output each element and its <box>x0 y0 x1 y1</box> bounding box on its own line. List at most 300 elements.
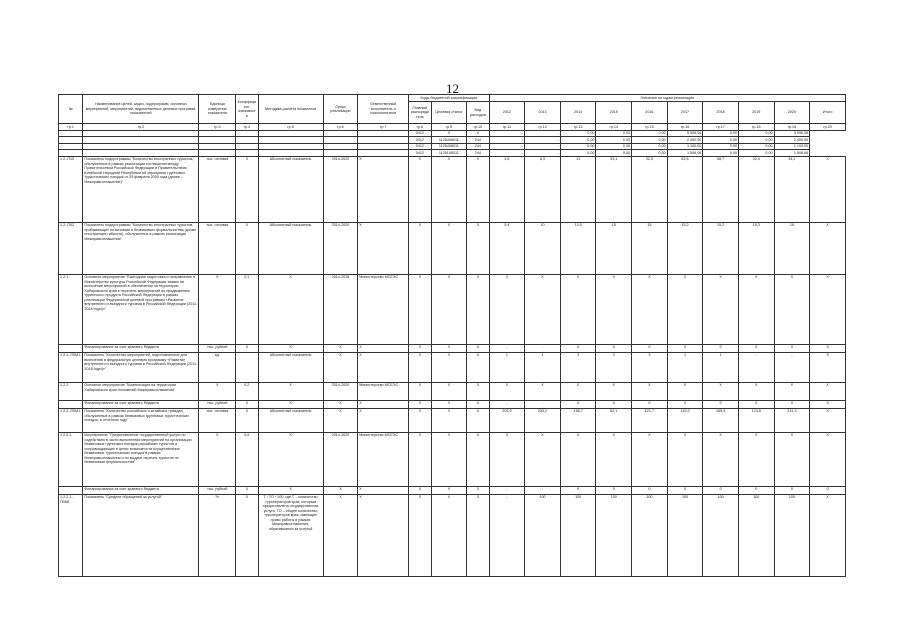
row-executor: X <box>358 486 409 494</box>
row-coef: X <box>236 156 258 222</box>
row-year-value: 165,9 <box>703 408 739 432</box>
budget-cell: - <box>489 137 525 144</box>
indicator-rows <box>59 156 846 576</box>
row-year-value: 0 <box>810 486 846 494</box>
budget-cell: 0,00 <box>738 137 774 144</box>
row-method: Абсолютный показатель <box>258 156 323 222</box>
row-unit: тыс. рублей <box>199 400 236 408</box>
row-method: X <box>258 486 323 494</box>
row-grbs: X <box>409 156 431 222</box>
row-coef: 0,5 <box>236 432 258 486</box>
row-unit: % <box>199 494 236 576</box>
row-year-value: 32,5 <box>632 156 668 222</box>
row-year-value: X <box>525 382 561 400</box>
row-coef: X <box>236 400 258 408</box>
header-year: 2019 <box>738 102 774 124</box>
row-year-value: - <box>489 344 525 352</box>
column-number: гр.2 <box>83 124 199 131</box>
row-year-value: X <box>774 274 810 344</box>
row-grbs: X <box>409 382 431 400</box>
header-unit: Единица измерения показателя <box>199 95 236 124</box>
row-year-value: 58,7 <box>703 156 739 222</box>
budget-cell: 0,00 <box>596 150 632 157</box>
row-terms: X <box>323 408 358 432</box>
row-executor: X <box>358 408 409 432</box>
row-unit: X <box>199 274 236 344</box>
budget-cell: 5 006,06 <box>667 130 703 137</box>
budget-cell: 0,00 <box>596 143 632 150</box>
header-year: 2020 <box>774 102 810 124</box>
row-year-value: 1 <box>525 352 561 382</box>
row-year-value: X <box>738 274 774 344</box>
row-year-value: 100 <box>596 494 632 576</box>
row-year-value: 0 <box>667 400 703 408</box>
row-year-value: 0 <box>703 344 739 352</box>
row-year-value: 15,2 <box>667 222 703 274</box>
budget-cell: 1 506,06 <box>667 150 703 157</box>
row-unit: тыс. человек <box>199 222 236 274</box>
header-target-article: Целевая статья <box>431 102 467 124</box>
row-year-value: X <box>810 274 846 344</box>
row-year-value: 0 <box>703 400 739 408</box>
row-year-value: 231,3 <box>774 408 810 432</box>
header-year: 2018 <box>703 102 739 124</box>
budget-cell: 1 506,06 <box>774 150 810 157</box>
row-name: Финансирование за счет краевого бюджета <box>83 344 199 352</box>
row-year-value: 100 <box>525 494 561 576</box>
row-year-value: - <box>774 352 810 382</box>
header-no: № <box>59 95 83 124</box>
row-target-article: X <box>431 408 467 432</box>
row-target-article: X <box>431 156 467 222</box>
row-year-value: 4,6 <box>489 156 525 222</box>
row-unit: ед. <box>199 352 236 382</box>
row-year-value: 1 <box>667 352 703 382</box>
row-number: 1.2.1. <box>59 274 83 344</box>
row-terms: 2014-2020 <box>323 382 358 400</box>
row-year-value: X <box>667 432 703 486</box>
row-year-value: X <box>810 156 846 222</box>
row-year-value: 0 <box>632 344 668 352</box>
table-row <box>59 382 846 400</box>
header-total: Итого <box>810 102 846 124</box>
row-year-value: 33,1 <box>596 156 632 222</box>
row-unit: X <box>199 432 236 486</box>
budget-cell: X <box>431 130 467 137</box>
row-year-value: X <box>560 432 596 486</box>
row-expense-type: X <box>467 382 489 400</box>
table-row <box>59 344 846 352</box>
row-year-value: 0 <box>774 344 810 352</box>
row-unit: тыс. человек <box>199 156 236 222</box>
row-executor: X <box>358 400 409 408</box>
row-year-value: X <box>489 432 525 486</box>
budget-cell: 1 100,00 <box>774 143 810 150</box>
row-year-value: 0 <box>596 400 632 408</box>
row-year-value: X <box>738 432 774 486</box>
row-name: Показатель подпрограммы "Количество иностранных туристов, прибывающих по визовым и безвизовым формальностям (кроме иностранцев гибкости), обслуженных в рамках реализации Межправсоглашения" <box>83 222 199 274</box>
row-coef: 0,1 <box>236 274 258 344</box>
row-year-value: - <box>525 344 561 352</box>
row-year-value: X <box>560 382 596 400</box>
row-year-value: 0 <box>738 400 774 408</box>
row-grbs: X <box>409 486 431 494</box>
header-grbs: Главный распорядитель <box>409 102 431 124</box>
row-year-value: 0 <box>810 344 846 352</box>
row-expense-type: X <box>467 222 489 274</box>
row-year-value: X <box>703 274 739 344</box>
row-unit: тыс. рублей <box>199 344 236 352</box>
row-expense-type: X <box>467 400 489 408</box>
row-terms: X <box>323 352 358 382</box>
column-number: гр.17 <box>703 124 739 131</box>
row-method: X <box>258 344 323 352</box>
row-target-article: X <box>431 400 467 408</box>
budget-cell: 0,00 <box>596 137 632 144</box>
row-terms: 2014-2020 <box>323 432 358 486</box>
column-number: гр.18 <box>738 124 774 131</box>
row-terms: X <box>323 344 358 352</box>
budget-cell: - <box>525 130 561 137</box>
row-year-value: X <box>810 382 846 400</box>
row-target-article: X <box>431 486 467 494</box>
row-year-value: 0 <box>560 400 596 408</box>
budget-cell: 2 400,00 <box>667 137 703 144</box>
row-executor: X <box>358 494 409 576</box>
row-year-value: 1 <box>703 352 739 382</box>
budget-cell: 0,00 <box>560 130 596 137</box>
row-year-value: - <box>489 486 525 494</box>
row-terms: X <box>323 400 358 408</box>
row-method: Т / ТО * 100, где Т – количество туроператоров края, которым предоставлена государственная услуга, ТО – общее количество туроператоров края, имеющих право работы в рамках Межправсоглашения, обратившихся за услугой <box>258 494 323 576</box>
column-number: гр.3 <box>199 124 236 131</box>
budget-cell: - <box>489 150 525 157</box>
budget-cell: - <box>525 150 561 157</box>
budget-cell: - <box>525 137 561 144</box>
row-grbs: X <box>409 494 431 576</box>
budget-cell: 1126408011 <box>431 143 467 150</box>
row-executor: X <box>358 352 409 382</box>
row-year-value: 100 <box>560 494 596 576</box>
row-name: Показатель "Количество российских и китайских граждан, обслуженных в рамках безвизовых групповых туристических поездок, в отчетном году" <box>83 408 199 432</box>
row-number <box>59 486 83 494</box>
row-year-value: 15 <box>632 222 668 274</box>
row-year-value: X <box>632 274 668 344</box>
row-unit: X <box>199 382 236 400</box>
row-year-value: 100 <box>632 494 668 576</box>
row-unit: тыс. человек <box>199 408 236 432</box>
row-number: 1.2.2.-П0М1 <box>59 408 83 432</box>
row-coef: X <box>236 486 258 494</box>
row-number: 1.2.1.-П0М1 <box>59 352 83 382</box>
row-number <box>59 400 83 408</box>
row-name: Мероприятие "Предоставление государственной услуги по содействию в части выполнения мероприятий по организации безвизовых групповых поездок российских туристов и сопровождающих в целях возможности осуществления безвизовых туристических поездок в рамках Межправсоглашения и по выдаче перечня туристов по безвизовым формальностям" <box>83 432 199 486</box>
row-expense-type: X <box>467 274 489 344</box>
row-year-value: X <box>703 432 739 486</box>
column-number: гр.12 <box>525 124 561 131</box>
row-year-value: 3 <box>632 352 668 382</box>
header-year: 2016 <box>632 102 668 124</box>
budget-cell: 0,00 <box>596 130 632 137</box>
row-target-article: X <box>431 274 467 344</box>
row-method: X <box>258 432 323 486</box>
header-year: 2014 <box>560 102 596 124</box>
row-method: X <box>258 382 323 400</box>
column-number: гр.10 <box>467 124 489 131</box>
column-number: гр.1 <box>59 124 83 131</box>
row-year-value: X <box>810 432 846 486</box>
row-year-value: 0 <box>703 486 739 494</box>
budget-cell: 0412 <box>409 130 431 137</box>
budget-rows <box>59 130 846 156</box>
row-coef: 0,2 <box>236 382 258 400</box>
row-name: Основное мероприятие "Компенсация на территории Хабаровского края положений Межправсоглашения" <box>83 382 199 400</box>
row-year-value: - <box>489 400 525 408</box>
row-method: X <box>258 400 323 408</box>
budget-cell: 1125108011 <box>431 150 467 157</box>
row-name: Показатель "Количество мероприятий, подготовленных для включения в федеральную целевую программу «Развитие внутреннего и въездного туризма в Российской Федерации (2011-2018 годы)»" <box>83 352 199 382</box>
row-year-value: 0 <box>632 486 668 494</box>
row-year-value: 0 <box>560 486 596 494</box>
budget-cell: X <box>467 130 489 137</box>
column-number: гр.9 <box>431 124 467 131</box>
row-year-value: 6,3 <box>525 156 561 222</box>
budget-cell: 1126408011 <box>431 137 467 144</box>
row-year-value: X <box>810 408 846 432</box>
table-row <box>59 432 846 486</box>
row-target-article: X <box>431 352 467 382</box>
row-year-value: X <box>810 494 846 576</box>
row-year-value: X <box>489 274 525 344</box>
row-number: 1.2.2. <box>59 382 83 400</box>
row-year-value: - <box>738 352 774 382</box>
table-row <box>59 400 846 408</box>
row-coef: X <box>236 408 258 432</box>
row-grbs: X <box>409 400 431 408</box>
row-year-value: 142,0 <box>667 408 703 432</box>
row-year-value: 0 <box>810 400 846 408</box>
row-year-value: 158,7 <box>560 408 596 432</box>
program-indicators-table <box>58 94 846 577</box>
row-terms: 2014-2020 <box>323 222 358 274</box>
budget-cell: - <box>525 143 561 150</box>
budget-cell: 0,00 <box>703 143 739 150</box>
header-values-by-year: Значения по годам реализации <box>489 95 845 102</box>
row-year-value: 0 <box>560 344 596 352</box>
table-row <box>59 222 846 274</box>
row-year-value: X <box>525 432 561 486</box>
row-name: Основное мероприятие "Ежегодная подготовка и направление в Министерство культуры Российской Федерации заявки на включение мероприятий в обеспечения на территории Хабаровского края в перечень мероприятий по продвижению туристского продукта Российской Федерации в рамках реализации Федеральной целевой программы «Развитие внутреннего и въездного туризма в Российской Федерации (2011-2018 годы)»" <box>83 274 199 344</box>
row-year-value: 0 <box>667 486 703 494</box>
budget-cell: 0,00 <box>632 137 668 144</box>
row-grbs: X <box>409 432 431 486</box>
row-terms: 2014-2020 <box>323 156 358 222</box>
budget-cell: 0,00 <box>632 150 668 157</box>
row-method: X <box>258 274 323 344</box>
budget-cell: 0412 <box>409 143 431 150</box>
budget-cell: 0,00 <box>738 130 774 137</box>
budget-cell: 0,00 <box>560 150 596 157</box>
column-number: гр.8 <box>409 124 431 131</box>
row-expense-type: X <box>467 156 489 222</box>
row-coef: X <box>236 222 258 274</box>
row-target-article: X <box>431 494 467 576</box>
row-grbs: X <box>409 408 431 432</box>
row-year-value: 100 <box>667 494 703 576</box>
row-year-value: 62,6 <box>667 156 703 222</box>
column-number: гр.4 <box>236 124 258 131</box>
row-year-value: 0 <box>596 344 632 352</box>
row-year-value: 100 <box>703 494 739 576</box>
table-row <box>59 486 846 494</box>
row-year-value: 9 <box>810 352 846 382</box>
budget-cell: 0,00 <box>560 143 596 150</box>
header-coef: Коэффициент значимости <box>236 95 258 124</box>
row-name: Финансирование за счет краевого бюджета <box>83 400 199 408</box>
budget-cell: 1 100,00 <box>667 143 703 150</box>
row-name: Показатель подпрограммы "Количество иностранных туристов, обслуженных в рамках реализации соглашения между Правительством Российской Федерации и Правительством Китайской Народной Республики об упрощении групповых туристических поездок от 29 февраля 2000 года (далее – Межправсоглашение)" <box>83 156 199 222</box>
row-expense-type: X <box>467 494 489 576</box>
row-expense-type: X <box>467 344 489 352</box>
column-number: гр.6 <box>323 124 358 131</box>
budget-cell: 0,00 <box>632 143 668 150</box>
budget-cell: 0412 <box>409 150 431 157</box>
page-number: 12 <box>446 81 459 96</box>
row-year-value: X <box>703 382 739 400</box>
row-year-value: X <box>596 432 632 486</box>
row-year-value: 14,5 <box>560 222 596 274</box>
budget-cell: 244 <box>467 137 489 144</box>
row-number: 1.2.2.1. <box>59 432 83 486</box>
row-grbs: X <box>409 222 431 274</box>
row-year-value: 0 <box>774 486 810 494</box>
row-year-value: 0 <box>667 344 703 352</box>
row-year-value: - <box>489 494 525 576</box>
row-year-value: 121,7 <box>632 408 668 432</box>
row-coef: X <box>236 344 258 352</box>
row-year-value: 15,3 <box>738 222 774 274</box>
row-executor: X <box>358 344 409 352</box>
header-budget-codes: Коды бюджетной классификации <box>409 95 489 102</box>
row-year-value: 1 <box>489 352 525 382</box>
column-number: гр.13 <box>560 124 596 131</box>
row-year-value: X <box>632 432 668 486</box>
table-row <box>59 352 846 382</box>
header-name: Наименование целей, задач, подпрограмм, основных мероприятий, мероприятий, ведомственных целевых программ, показателей <box>83 95 199 124</box>
row-year-value: 0 <box>738 344 774 352</box>
column-number: гр.7 <box>358 124 409 131</box>
header-expense-type: Вид расходов <box>467 102 489 124</box>
row-coef: X <box>236 494 258 576</box>
row-executor: Министерство МСЕЭС <box>358 382 409 400</box>
header-year: 2017 <box>667 102 703 124</box>
row-year-value: 100 <box>774 494 810 576</box>
row-year-value: 0 <box>632 400 668 408</box>
row-year-value: 16 <box>774 222 810 274</box>
row-number: 1.2.-П10 <box>59 156 83 222</box>
row-terms: X <box>323 486 358 494</box>
budget-cell: 0,00 <box>560 137 596 144</box>
row-coef <box>236 352 258 382</box>
column-number: гр.5 <box>258 124 323 131</box>
header-year: 2012 <box>489 102 525 124</box>
row-year-value: - <box>525 400 561 408</box>
row-year-value: 0 <box>738 486 774 494</box>
row-year-value: X <box>810 222 846 274</box>
budget-cell: 0,00 <box>738 150 774 157</box>
row-year-value: X <box>525 274 561 344</box>
budget-cell: 5 006,06 <box>774 130 810 137</box>
row-year-value: 10 <box>525 222 561 274</box>
header-terms: Сроки реализации <box>323 95 358 124</box>
row-number <box>59 344 83 352</box>
row-method: Абсолютный показатель <box>258 408 323 432</box>
budget-cell: 0,00 <box>632 130 668 137</box>
column-number: гр.16 <box>667 124 703 131</box>
column-number: гр.20 <box>810 124 846 131</box>
row-year-value: 15,2 <box>703 222 739 274</box>
row-year-value: X <box>774 382 810 400</box>
row-target-article: X <box>431 344 467 352</box>
row-year-value: 5,4 <box>489 222 525 274</box>
row-expense-type: X <box>467 352 489 382</box>
table-header <box>59 95 846 131</box>
row-year-value: X <box>632 382 668 400</box>
budget-cell: 244 <box>467 143 489 150</box>
row-year-value: X <box>596 382 632 400</box>
row-number: 1.2.2.1.-П0М1 <box>59 494 83 576</box>
row-year-value: - <box>525 486 561 494</box>
row-expense-type: X <box>467 432 489 486</box>
row-year-value: 34,1 <box>774 156 810 222</box>
header-year: 2015 <box>596 102 632 124</box>
row-year-value: 203,2 <box>525 408 561 432</box>
row-executor: Министерство МСЕЭС <box>358 274 409 344</box>
row-year-value: X <box>774 432 810 486</box>
row-year-value: X <box>560 274 596 344</box>
row-year-value: 0 <box>596 486 632 494</box>
budget-cell: 0412 <box>409 137 431 144</box>
row-year-value: X <box>667 382 703 400</box>
budget-cell: 244 <box>467 150 489 157</box>
row-unit: тыс. рублей <box>199 486 236 494</box>
row-year-value: X <box>667 274 703 344</box>
column-number: гр.15 <box>632 124 668 131</box>
budget-cell: - <box>489 143 525 150</box>
row-executor: Министерство МСЕЭС <box>358 432 409 486</box>
row-executor: X <box>358 222 409 274</box>
row-number: 1.2.-П02 <box>59 222 83 274</box>
budget-cell: 0,00 <box>738 143 774 150</box>
row-year-value: X <box>489 382 525 400</box>
row-year-value: 15 <box>596 222 632 274</box>
budget-cell: 2 400,00 <box>774 137 810 144</box>
row-year-value: 3 <box>560 352 596 382</box>
row-terms: X <box>323 494 358 576</box>
row-method: Абсолютный показатель <box>258 222 323 274</box>
row-method: Абсолютный показатель <box>258 352 323 382</box>
table-row <box>59 494 846 576</box>
row-grbs: X <box>409 274 431 344</box>
row-year-value: 3 <box>596 352 632 382</box>
row-target-article: X <box>431 432 467 486</box>
header-method: Методика расчета показателя <box>258 95 323 124</box>
budget-cell: 0,00 <box>703 150 739 157</box>
budget-cell: 0,00 <box>703 137 739 144</box>
header-year: 2013 <box>525 102 561 124</box>
table-row <box>59 274 846 344</box>
row-year-value: X <box>596 274 632 344</box>
